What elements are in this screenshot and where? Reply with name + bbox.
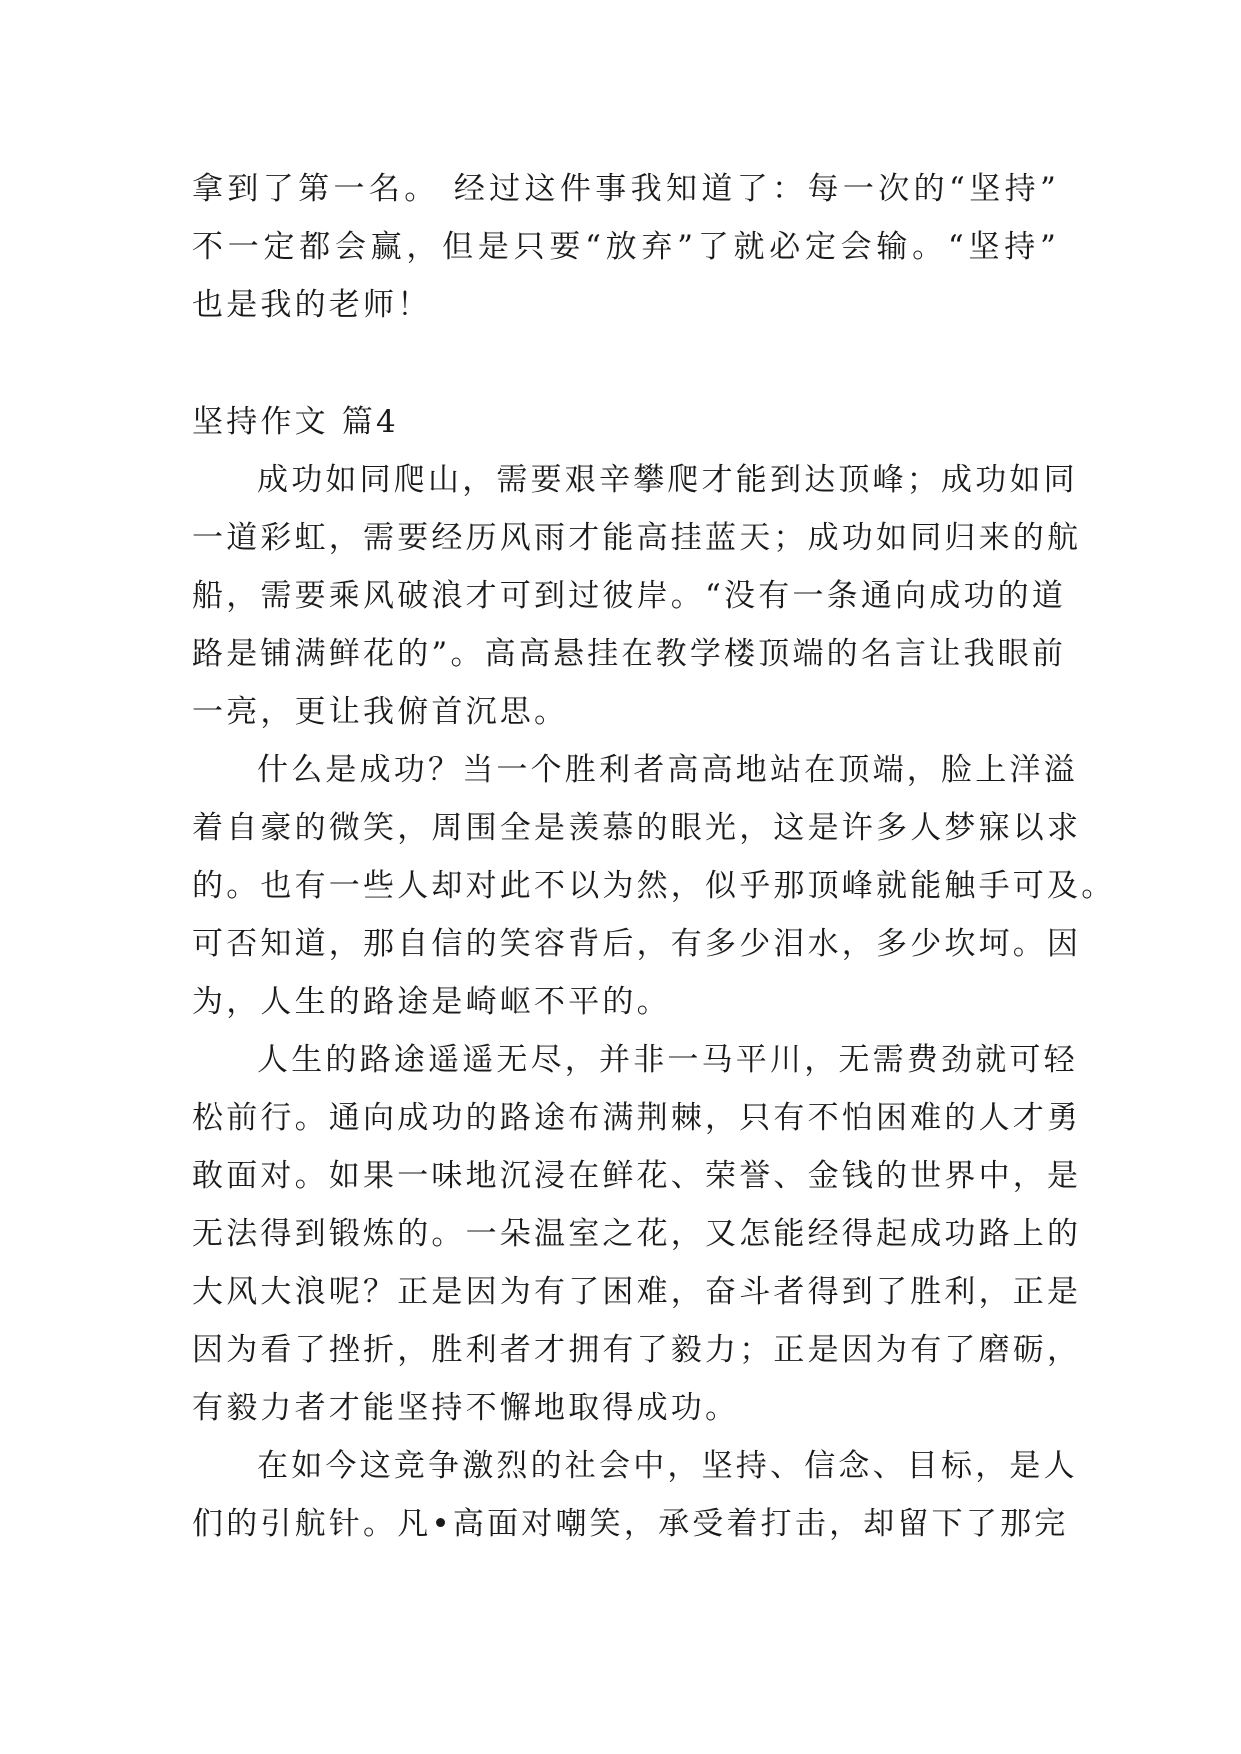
text-line: 有毅力者才能坚持不懈地取得成功。 bbox=[192, 1390, 740, 1426]
text-line: 路是铺满鲜花的”。高高悬挂在教学楼顶端的名言让我眼前 bbox=[192, 636, 1067, 672]
text-line: 为，人生的路途是崎岖不平的。 bbox=[192, 984, 671, 1020]
section-heading: 坚持作文 篇4 bbox=[192, 404, 399, 440]
paragraph-4 bbox=[192, 1437, 1078, 1553]
text-line: 无法得到锻炼的。一朵温室之花，又怎能经得起成功路上的 bbox=[192, 1216, 1082, 1252]
paragraph-2 bbox=[192, 741, 1116, 1031]
text-line: 的。也有一些人却对此不以为然，似乎那顶峰就能触手可及。 bbox=[192, 868, 1116, 904]
text-line: 着自豪的微笑，周围全是羡慕的眼光，这是许多人梦寐以求 bbox=[192, 810, 1082, 846]
text-line: 一道彩虹，需要经历风雨才能高挂蓝天；成功如同归来的航 bbox=[192, 520, 1082, 556]
text-line: 因为看了挫折，胜利者才拥有了毅力；正是因为有了磨砺， bbox=[192, 1332, 1082, 1368]
text-line: 们的引航针。凡•高面对嘲笑，承受着打击，却留下了那完 bbox=[192, 1506, 1069, 1542]
intro-paragraph bbox=[192, 160, 1059, 334]
text-line: 人生的路途遥遥无尽，并非一马平川，无需费劲就可轻 bbox=[257, 1042, 1078, 1078]
text-line: 也是我的老师！ bbox=[192, 287, 432, 323]
document-body bbox=[192, 160, 1116, 1553]
text-line: 船，需要乘风破浪才可到过彼岸。“没有一条通向成功的道 bbox=[192, 578, 1067, 614]
text-line: 可否知道，那自信的笑容背后，有多少泪水，多少坎坷。因 bbox=[192, 926, 1082, 962]
text-line: 松前行。通向成功的路途布满荆棘，只有不怕困难的人才勇 bbox=[192, 1100, 1082, 1136]
text-line: 在如今这竞争激烈的社会中，坚持、信念、目标，是人 bbox=[257, 1448, 1078, 1484]
text-line: 什么是成功？当一个胜利者高高地站在顶端，脸上洋溢 bbox=[257, 752, 1078, 788]
text-line: 敢面对。如果一味地沉浸在鲜花、荣誉、金钱的世界中，是 bbox=[192, 1158, 1082, 1194]
text-line: 不一定都会赢，但是只要“放弃”了就必定会输。“坚持” bbox=[192, 229, 1059, 265]
paragraph-3 bbox=[192, 1031, 1082, 1437]
text-line: 一亮，更让我俯首沉思。 bbox=[192, 694, 569, 730]
text-line: 成功如同爬山，需要艰辛攀爬才能到达顶峰；成功如同 bbox=[257, 462, 1078, 498]
paragraph-1 bbox=[192, 451, 1082, 741]
text-line: 拿到了第一名。 经过这件事我知道了：每一次的“坚持” bbox=[192, 171, 1059, 207]
text-line: 大风大浪呢？正是因为有了困难，奋斗者得到了胜利，正是 bbox=[192, 1274, 1082, 1310]
